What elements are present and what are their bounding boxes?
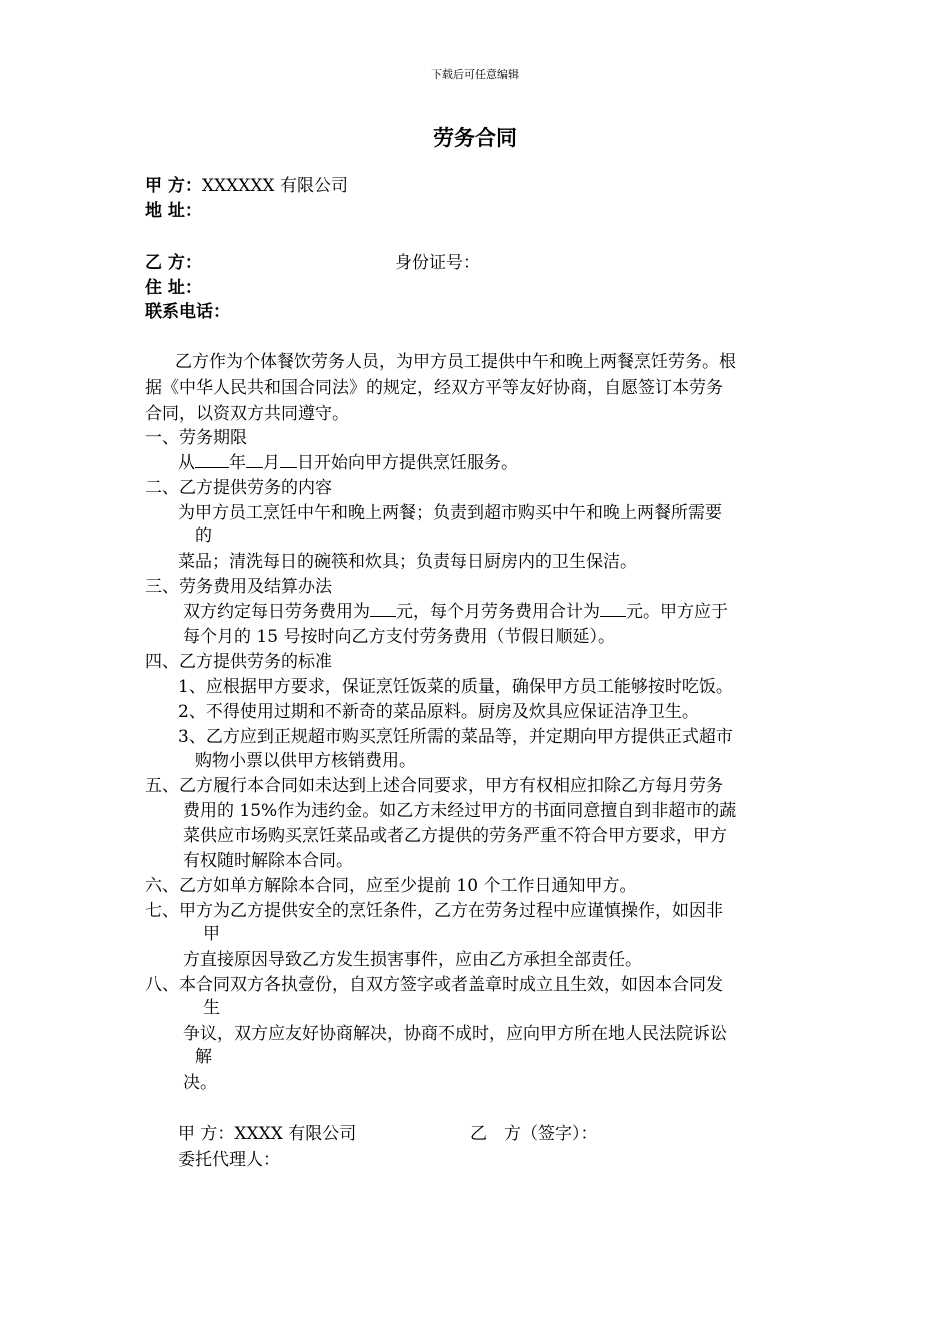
text-span: 双方约定每日劳务费用为 <box>183 602 370 622</box>
section-8-line-2: 争议，双方应友好协商解决，协商不成时，应向甲方所在地人民法院诉讼 <box>183 1024 727 1044</box>
section-4-item-2: 2、不得使用过期和不新奇的菜品原料。厨房及炊具应保证洁净卫生。 <box>178 702 699 722</box>
section-3-line-1 <box>183 600 728 624</box>
section-7-line-1: 七、甲方为乙方提供安全的烹饪条件，乙方在劳务过程中应谨慎操作，如因非 <box>145 901 723 921</box>
section-8-line-2b: 解 <box>195 1047 212 1067</box>
intro-line-3: 合同，以资双方共同遵守。 <box>145 404 349 424</box>
party-b-address-label: 住 址： <box>145 278 202 298</box>
signature-agent: 委托代理人： <box>178 1150 280 1170</box>
section-2-heading: 二、乙方提供劳务的内容 <box>145 478 332 498</box>
blank-daily-fee <box>370 601 396 617</box>
text-span: 年 <box>229 453 246 473</box>
party-a-address-label: 地 址： <box>145 201 202 221</box>
section-5-line-1: 五、乙方履行本合同如未达到上述合同要求，甲方有权相应扣除乙方每月劳务 <box>145 776 723 796</box>
document-title: 劳务合同 <box>433 126 517 150</box>
header-note: 下载后可任意编辑 <box>431 68 519 81</box>
signature-party-b: 乙 方（签字）： <box>470 1124 598 1144</box>
section-8-line-3: 决。 <box>183 1073 217 1093</box>
text-span: 元，每个月劳务费用合计为 <box>396 602 600 622</box>
section-7-line-1b: 甲 <box>203 924 220 944</box>
party-a-label: 甲 方： <box>145 176 202 196</box>
section-7-line-2: 方直接原因导致乙方发生损害事件，应由乙方承担全部责任。 <box>183 950 642 970</box>
section-2-line-1b: 的 <box>195 526 212 546</box>
section-8-line-1: 八、本合同双方各执壹份，自双方签字或者盖章时成立且生效，如因本合同发 <box>145 975 723 995</box>
intro-line-2: 据《中华人民共和国合同法》的规定，经双方平等友好协商，自愿签订本劳务 <box>145 378 723 398</box>
section-5-line-4: 有权随时解除本合同。 <box>183 851 353 871</box>
section-3-heading: 三、劳务费用及结算办法 <box>145 577 332 597</box>
party-b-label: 乙 方： <box>145 253 202 273</box>
party-a-value: XXXXXX 有限公司 <box>201 176 348 196</box>
section-6-line-1: 六、乙方如单方解除本合同，应至少提前 10 个工作日通知甲方。 <box>145 876 637 896</box>
text-span: 从 <box>178 453 195 473</box>
section-2-line-1: 为甲方员工烹饪中午和晚上两餐；负责到超市购买中午和晚上两餐所需要 <box>178 503 722 523</box>
section-5-line-3: 菜供应市场购买烹饪菜品或者乙方提供的劳务严重不符合甲方要求，甲方 <box>183 826 727 846</box>
signature-party-a: 甲 方：XXXX 有限公司 <box>178 1124 357 1144</box>
section-4-heading: 四、乙方提供劳务的标准 <box>145 652 332 672</box>
party-b-phone-label: 联系电话： <box>145 302 230 322</box>
section-4-item-1: 1、应根据甲方要求，保证烹饪饭菜的质量，确保甲方员工能够按时吃饭。 <box>178 677 733 697</box>
section-2-line-2: 菜品；清洗每日的碗筷和炊具；负责每日厨房内的卫生保洁。 <box>178 552 637 572</box>
party-b-id-label: 身份证号： <box>395 253 480 273</box>
section-1-body <box>178 451 518 475</box>
party-a-line <box>145 174 348 198</box>
blank-year <box>195 452 229 468</box>
section-3-line-2: 每个月的 15 号按时向乙方支付劳务费用（节假日顺延）。 <box>183 627 615 647</box>
text-span: 月 <box>263 453 280 473</box>
section-5-line-2: 费用的 15%作为违约金。如乙方未经过甲方的书面同意擅自到非超市的蔬 <box>183 801 737 821</box>
section-1-heading: 一、劳务期限 <box>145 428 247 448</box>
section-8-line-1b: 生 <box>203 998 220 1018</box>
blank-monthly-fee <box>600 601 626 617</box>
blank-day <box>280 452 297 468</box>
text-span: 日开始向甲方提供烹饪服务。 <box>297 453 518 473</box>
text-span: 元。甲方应于 <box>626 602 728 622</box>
section-4-item-3a: 3、乙方应到正规超市购买烹饪所需的菜品等，并定期向甲方提供正式超市 <box>178 727 733 747</box>
blank-month <box>246 452 263 468</box>
intro-line-1: 乙方作为个体餐饮劳务人员，为甲方员工提供中午和晚上两餐烹饪劳务。根 <box>175 352 736 372</box>
section-4-item-3b: 购物小票以供甲方核销费用。 <box>195 751 416 771</box>
